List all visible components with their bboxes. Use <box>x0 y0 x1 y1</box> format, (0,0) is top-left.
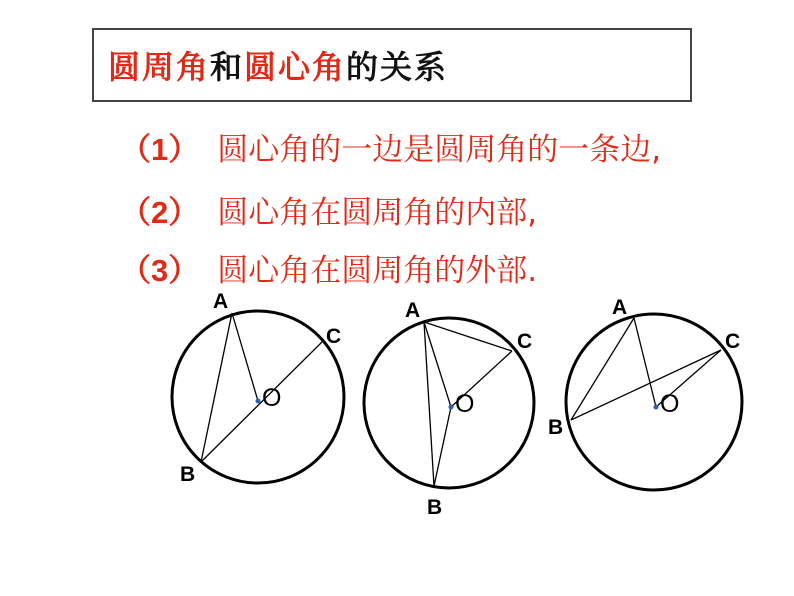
title-part-and: 和 <box>210 48 245 86</box>
case-2-text: 圆心角在圆周角的内部, <box>217 195 538 231</box>
figure-2-label-a: A <box>405 299 421 322</box>
figure-2-center-dot <box>449 405 454 410</box>
figure-3-label-b: B <box>548 416 564 439</box>
case-3-text: 圆心角在圆周角的外部. <box>217 253 538 289</box>
title-part-relation: 的关系 <box>346 48 449 86</box>
figure-3-center-dot <box>654 405 659 410</box>
figure-1-label-b: B <box>180 463 196 486</box>
title-part-inscribed-angle: 圆周角 <box>108 48 211 86</box>
case-2-number: （2） <box>120 195 200 230</box>
figure-1-chord-ab <box>201 313 232 462</box>
figure-1-label-c: C <box>326 325 342 348</box>
figure-3-segment-ao <box>634 318 656 407</box>
figure-3-label-o: O <box>660 390 680 418</box>
figure-2-chord-ac <box>424 322 512 351</box>
figure-2-label-o: O <box>455 390 475 418</box>
title-part-central-angle: 圆心角 <box>244 48 347 86</box>
figure-2-chord-ab <box>424 322 434 486</box>
case-3-number: （3） <box>120 253 200 288</box>
figure-1-label-o: O <box>262 384 282 412</box>
figure-3-chord-bc <box>571 350 721 420</box>
case-1-text: 圆心角的一边是圆周角的一条边, <box>217 132 662 168</box>
figure-2-circle <box>364 318 534 488</box>
figure-1-segment-ao <box>232 313 258 401</box>
case-1-number: （1） <box>120 132 200 167</box>
figure-2 <box>364 299 534 519</box>
figure-3-label-c: C <box>725 330 741 353</box>
figure-2-segment-bo <box>434 407 451 486</box>
figure-3-circle <box>566 314 742 490</box>
figure-1-center-dot <box>256 399 261 404</box>
figure-1-circle <box>172 311 344 483</box>
figure-1-label-a: A <box>213 290 229 313</box>
figure-2-label-b: B <box>427 496 443 519</box>
figure-1 <box>172 290 344 486</box>
figure-3-label-a: A <box>612 296 628 319</box>
figure-3 <box>548 296 742 490</box>
figure-2-label-c: C <box>517 330 533 353</box>
